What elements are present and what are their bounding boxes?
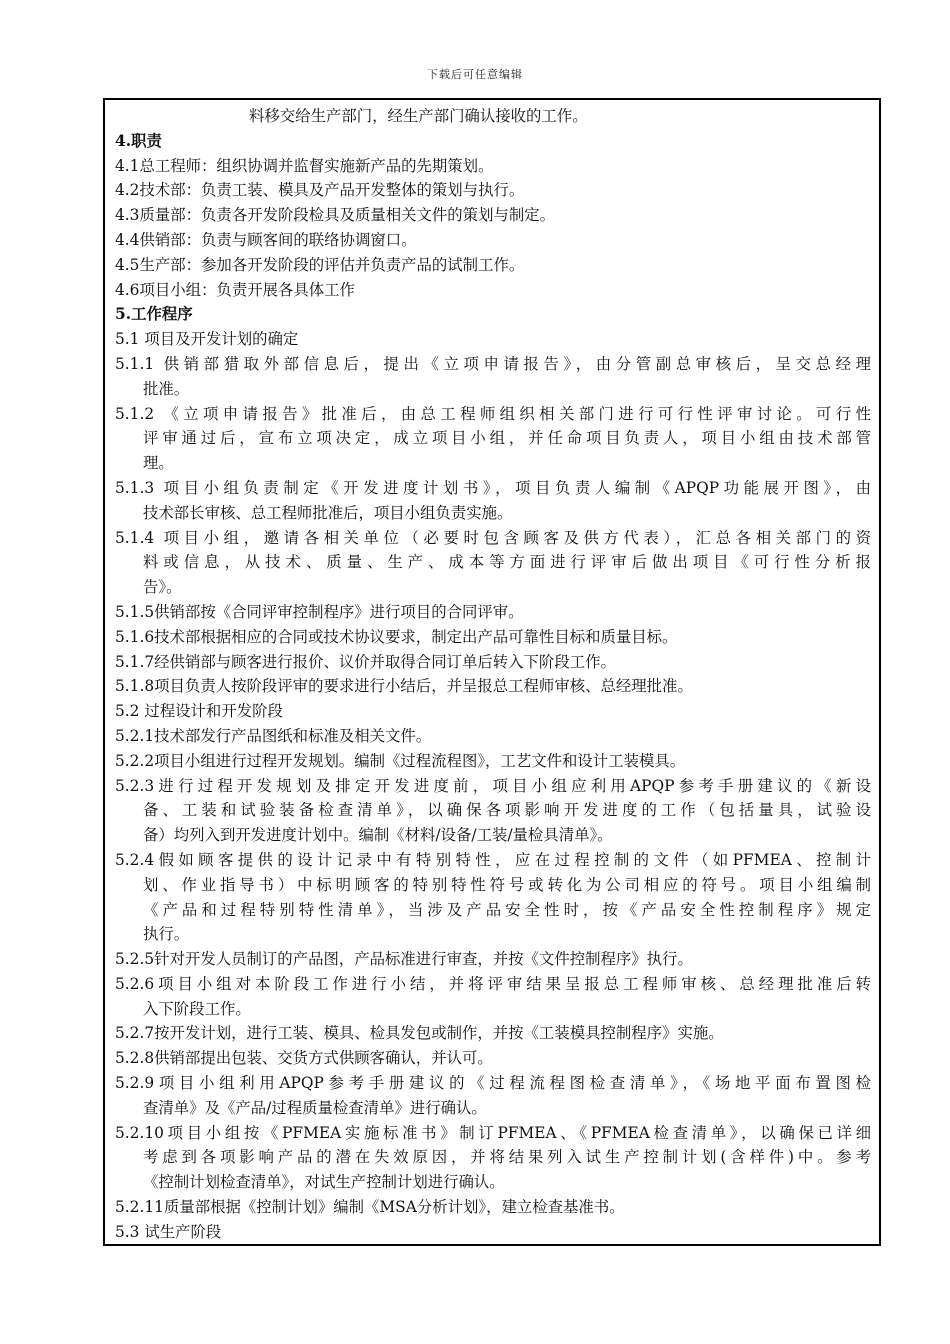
text-line: 5.1 项目及开发计划的确定 bbox=[115, 330, 299, 349]
paragraph bbox=[115, 178, 871, 203]
paragraph bbox=[115, 1121, 871, 1195]
paragraph bbox=[115, 154, 871, 179]
paragraph bbox=[115, 203, 871, 228]
text-line: 执行。 bbox=[143, 925, 190, 944]
paragraph bbox=[115, 278, 871, 303]
text-line: 查清单》及《产品/过程质量检查清单》进行确认。 bbox=[143, 1098, 487, 1117]
paragraph bbox=[115, 228, 871, 253]
text-line: 5.工作程序 bbox=[115, 305, 193, 324]
text-line: 5.1.2 《立项申请报告》批准后，由总工程师组织相关部门进行可行性评审讨论。可行性 bbox=[115, 404, 871, 423]
paragraph bbox=[115, 327, 871, 352]
text-line: 技术部长审核、总工程师批准后，项目小组负责实施。 bbox=[143, 503, 513, 522]
paragraph bbox=[115, 724, 871, 749]
text-line: 5.3 试生产阶段 bbox=[115, 1222, 222, 1241]
paragraph bbox=[115, 402, 871, 476]
text-line: 5.1.8项目负责人按阶段评审的要求进行小结后，并呈报总工程师审核、总经理批准。 bbox=[115, 677, 693, 696]
text-line: 5.2.3进行过程开发规划及排定开发进度前，项目小组应利用APQP参考手册建议的《新设 bbox=[115, 776, 871, 795]
paragraph bbox=[115, 1071, 871, 1121]
document-body bbox=[115, 104, 871, 1245]
text-line: 4.4供销部：负责与顾客间的联络协调窗口。 bbox=[115, 230, 417, 249]
text-line: 5.2.1技术部发行产品图纸和标准及相关文件。 bbox=[115, 726, 432, 745]
paragraph bbox=[115, 699, 871, 724]
text-line: 4.2技术部：负责工装、模具及产品开发整体的策划与执行。 bbox=[115, 181, 525, 200]
header-note: 下载后可任意编辑 bbox=[427, 68, 523, 81]
text-line: 划、作业指导书）中标明顾客的特别特性符号或转化为公司相应的符号。项目小组编制 bbox=[143, 875, 871, 894]
text-line: 5.1.5供销部按《合同评审控制程序》进行项目的合同评审。 bbox=[115, 602, 524, 621]
paragraph bbox=[115, 749, 871, 774]
paragraph bbox=[115, 104, 871, 129]
paragraph bbox=[115, 947, 871, 972]
text-line: 5.2.5针对开发人员制订的产品图，产品标准进行审查，并按《文件控制程序》执行。 bbox=[115, 950, 693, 969]
text-line: 5.2.9项目小组利用APQP参考手册建议的《过程流程图检查清单》，《场地平面布置图检 bbox=[115, 1074, 871, 1093]
text-line: 5.1.1 供销部猎取外部信息后，提出《立项申请报告》，由分管副总审核后，呈交总经理 bbox=[115, 354, 871, 373]
text-line: 5.2.4假如顾客提供的设计记录中有特别特性，应在过程控制的文件（如PFMEA、控制计 bbox=[115, 850, 871, 869]
paragraph bbox=[115, 1046, 871, 1071]
paragraph bbox=[115, 253, 871, 278]
text-line: 4.1总工程师：组织协调并监督实施新产品的先期策划。 bbox=[115, 156, 494, 175]
text-line: 批准。 bbox=[143, 379, 190, 398]
section-heading bbox=[115, 129, 871, 154]
text-line: 理。 bbox=[143, 454, 174, 473]
paragraph bbox=[115, 600, 871, 625]
text-line: 4.5生产部：参加各开发阶段的评估并负责产品的试制工作。 bbox=[115, 255, 525, 274]
paragraph bbox=[115, 526, 871, 600]
text-line: 5.2.8供销部提出包装、交货方式供顾客确认，并认可。 bbox=[115, 1049, 493, 1068]
text-line: 5.2.6项目小组对本阶段工作进行小结，并将评审结果呈报总工程师审核、总经理批准后转 bbox=[115, 974, 871, 993]
text-line: 备、工装和试验装备检查清单》，以确保各项影响开发进度的工作（包括量具，试验设 bbox=[143, 801, 871, 820]
text-line: 考虑到各项影响产品的潜在失效原因，并将结果列入试生产控制计划(含样件)中。参考 bbox=[143, 1148, 871, 1167]
text-line: 《控制计划检查清单》，对试生产控制计划进行确认。 bbox=[143, 1173, 505, 1192]
paragraph bbox=[115, 774, 871, 848]
paragraph bbox=[115, 848, 871, 947]
text-line: 5.1.4 项目小组，邀请各相关单位（必要时包含顾客及供方代表），汇总各相关部门的资 bbox=[115, 528, 871, 547]
section-heading bbox=[115, 302, 871, 327]
text-line: 5.1.3 项目小组负责制定《开发进度计划书》，项目负责人编制《APQP功能展开图》，由 bbox=[115, 478, 871, 497]
text-line: 5.2.10项目小组按《PFMEA实施标准书》制订PFMEA、《PFMEA检查清单》，以确保已详细 bbox=[115, 1123, 871, 1142]
text-line: 料移交给生产部门，经生产部门确认接收的工作。 bbox=[249, 107, 588, 125]
text-line: 评审通过后，宣布立项决定，成立项目小组，并任命项目负责人，项目小组由技术部管 bbox=[143, 429, 871, 448]
paragraph bbox=[115, 476, 871, 526]
text-line: 5.2.7按开发计划，进行工装、模具、检具发包或制作，并按《工装模具控制程序》实施。 bbox=[115, 1024, 724, 1043]
paragraph bbox=[115, 1220, 871, 1245]
text-line: 4.6项目小组：负责开展各具体工作 bbox=[115, 280, 355, 299]
text-line: 料或信息，从技术、质量、生产、成本等方面进行评审后做出项目《可行性分析报 bbox=[143, 553, 871, 572]
paragraph bbox=[115, 674, 871, 699]
text-line: 4.职责 bbox=[115, 131, 162, 150]
text-line: 告》。 bbox=[143, 578, 182, 597]
text-line: 5.2.11质量部根据《控制计划》编制《MSA分析计划》，建立检查基准书。 bbox=[115, 1198, 625, 1217]
text-line: 4.3质量部：负责各开发阶段检具及质量相关文件的策划与制定。 bbox=[115, 206, 556, 225]
text-line: 入下阶段工作。 bbox=[143, 999, 251, 1018]
paragraph bbox=[115, 650, 871, 675]
paragraph bbox=[115, 1195, 871, 1220]
paragraph bbox=[115, 352, 871, 402]
paragraph bbox=[115, 625, 871, 650]
text-line: 5.2.2项目小组进行过程开发规划。编制《过程流程图》，工艺文件和设计工装模具。 bbox=[115, 751, 686, 770]
content-frame bbox=[103, 98, 881, 1246]
text-line: 备）均列入到开发进度计划中。编制《材料/设备/工装/量检具清单》。 bbox=[143, 826, 613, 845]
text-line: 5.2 过程设计和开发阶段 bbox=[115, 702, 283, 721]
paragraph bbox=[115, 1021, 871, 1046]
text-line: 《产品和过程特别特性清单》，当涉及产品安全性时，按《产品安全性控制程序》规定 bbox=[143, 900, 871, 919]
paragraph bbox=[115, 972, 871, 1022]
text-line: 5.1.7经供销部与顾客进行报价、议价并取得合同订单后转入下阶段工作。 bbox=[115, 652, 616, 671]
text-line: 5.1.6技术部根据相应的合同或技术协议要求，制定出产品可靠性目标和质量目标。 bbox=[115, 627, 678, 646]
